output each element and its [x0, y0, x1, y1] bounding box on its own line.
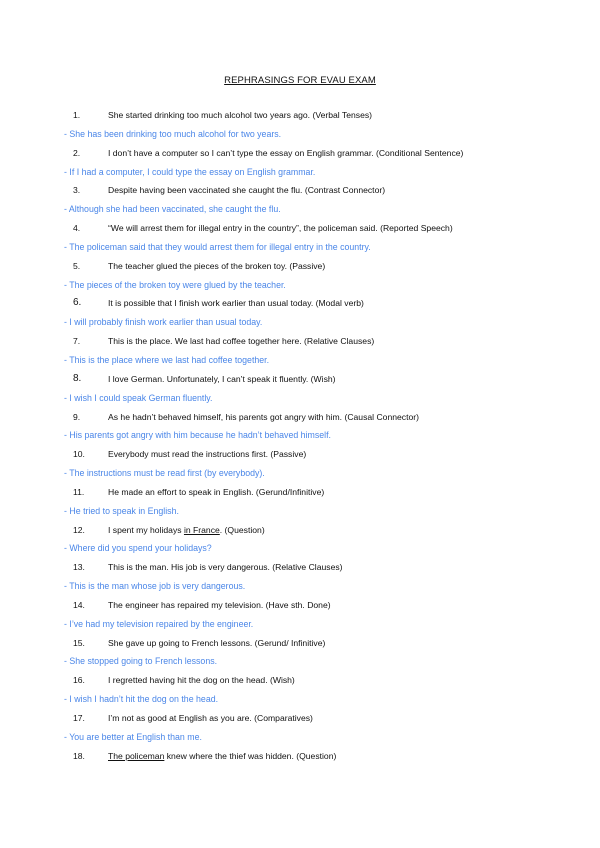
exercise-question	[0, 181, 600, 200]
exercise-item	[0, 445, 600, 483]
exercise-item	[0, 634, 600, 672]
question-text	[108, 445, 306, 464]
exercise-answer: - I wish I hadn’t hit the dog on the head.	[64, 694, 219, 705]
exercise-question	[0, 483, 600, 502]
exercise-question	[0, 558, 600, 577]
exercise-question	[0, 294, 600, 313]
question-text-before: She started drinking too much alcohol two years ago. (Verbal Tenses)	[108, 110, 373, 120]
exercise-item	[0, 144, 600, 182]
question-text	[108, 521, 265, 540]
exercise-answer: - He tried to speak in English.	[64, 505, 179, 516]
exercise-answer: - Where did you spend your holidays?	[64, 543, 212, 554]
exercise-number: 5.	[73, 260, 81, 271]
exercise-item	[0, 294, 600, 332]
question-text-before: I spent my holidays	[108, 524, 184, 535]
exercise-item	[0, 558, 600, 596]
question-text	[108, 370, 336, 389]
question-text-before: She gave up going to French lessons. (Gerund/ Infinitive)	[108, 637, 326, 648]
exercise-number: 12.	[73, 524, 85, 535]
question-text	[108, 408, 419, 427]
question-text-before: It is possible that I finish work earlier than usual today. (Modal verb)	[108, 298, 364, 309]
question-text-before: This is the man. His job is very dangerous. (Relative Clauses)	[108, 562, 343, 573]
exercise-number: 13.	[73, 562, 85, 573]
exercise-number: 18.	[73, 750, 85, 761]
exercise-number: 9.	[73, 411, 81, 422]
question-text	[108, 671, 295, 690]
exercise-item	[0, 483, 600, 521]
exercise-question	[0, 445, 600, 464]
question-text-before: I love German. Unfortunately, I can’t speak it fluently. (Wish)	[108, 373, 336, 384]
exercise-question	[0, 257, 600, 276]
exercise-answer: - I wish I could speak German fluently.	[64, 392, 213, 403]
question-text	[108, 709, 313, 728]
exercise-number: 2.	[73, 147, 81, 158]
exercise-item	[0, 370, 600, 408]
exercise-item	[0, 106, 600, 144]
exercise-answer: - Although she had been vaccinated, she caught the flu.	[64, 204, 281, 215]
exercise-question	[0, 747, 600, 766]
exercise-question	[0, 671, 600, 690]
exercise-number: 15.	[73, 637, 85, 648]
question-text-after: knew where the thief was hidden. (Question)	[164, 750, 337, 761]
exercise-question	[0, 219, 600, 238]
question-text-before: I don’t have a computer so I can’t type the essay on English grammar. (Conditional Sentence)	[108, 147, 464, 158]
question-underlined-phrase: The policeman	[108, 750, 165, 761]
question-text	[108, 634, 325, 653]
exercise-list	[0, 106, 600, 766]
question-text-before: The teacher glued the pieces of the broken toy. (Passive)	[108, 260, 326, 271]
question-text-before: “We will arrest them for illegal entry in the country”, the policeman said. (Reported Speech)	[108, 223, 453, 234]
exercise-answer: - This is the place where we last had coffee together.	[64, 354, 270, 365]
exercise-item	[0, 521, 600, 559]
exercise-question	[0, 370, 600, 389]
exercise-question	[0, 634, 600, 653]
exercise-item	[0, 671, 600, 709]
exercise-question	[0, 144, 600, 163]
exercise-question	[0, 709, 600, 728]
document-title: REPHRASINGS FOR EVAU EXAM	[224, 75, 376, 86]
exercise-item	[0, 332, 600, 370]
exercise-question	[0, 521, 600, 540]
exercise-answer: - This is the man whose job is very dangerous.	[64, 581, 246, 592]
exercise-number: 3.	[73, 185, 81, 196]
exercise-answer: - She has been drinking too much alcohol for two years.	[64, 128, 282, 139]
exercise-question	[0, 408, 600, 427]
exercise-number: 6.	[73, 297, 82, 309]
exercise-item	[0, 709, 600, 747]
question-text-before: The engineer has repaired my television. (Have sth. Done)	[108, 599, 331, 610]
question-text-after: . (Question)	[219, 524, 265, 535]
exercise-item	[0, 747, 600, 766]
exercise-number: 8.	[73, 372, 82, 384]
exercise-answer: - I will probably finish work earlier than usual today.	[64, 317, 263, 328]
exercise-number: 10.	[73, 449, 85, 460]
exercise-item	[0, 596, 600, 634]
exercise-item	[0, 257, 600, 295]
exercise-answer: - His parents got angry with him because he hadn’t behaved himself.	[64, 430, 331, 441]
exercise-answer: - The pieces of the broken toy were glued by the teacher.	[64, 279, 286, 290]
exercise-answer: - She stopped going to French lessons.	[64, 656, 218, 667]
question-text-before: This is the place. We last had coffee together here. (Relative Clauses)	[108, 336, 375, 347]
question-text	[108, 294, 364, 313]
exercise-number: 7.	[73, 336, 81, 347]
exercise-answer: - The policeman said that they would arrest them for illegal entry in the country.	[64, 241, 371, 252]
exercise-number: 17.	[73, 713, 85, 723]
exercise-number: 16.	[73, 675, 85, 686]
question-text	[108, 181, 385, 200]
exercise-item	[0, 219, 600, 257]
question-text-before: Despite having been vaccinated she caught the flu. (Contrast Connector)	[108, 185, 386, 196]
question-text	[108, 257, 325, 276]
question-text	[108, 596, 331, 615]
question-text-before: Everybody must read the instructions first. (Passive)	[108, 449, 307, 460]
question-text	[108, 144, 463, 163]
question-text-before: As he hadn’t behaved himself, his parents got angry with him. (Causal Connector)	[108, 411, 419, 422]
question-text	[108, 332, 374, 351]
exercise-number: 14.	[73, 599, 85, 610]
exercise-answer: - You are better at English than me.	[64, 731, 202, 742]
exercise-number: 4.	[73, 223, 81, 234]
question-text	[108, 483, 324, 502]
exercise-answer: - If I had a computer, I could type the essay on English grammar.	[64, 166, 316, 177]
question-text	[108, 747, 336, 766]
question-text	[108, 106, 372, 125]
question-text-before: He made an effort to speak in English. (Gerund/Infinitive)	[108, 486, 325, 497]
exercise-question	[0, 106, 600, 125]
exercise-answer: - The instructions must be read first (by everybody).	[64, 468, 265, 479]
exercise-item	[0, 408, 600, 446]
exercise-question	[0, 596, 600, 615]
question-text	[108, 219, 453, 238]
exercise-number: 1.	[73, 110, 81, 120]
exercise-item	[0, 181, 600, 219]
question-text-before: I regretted having hit the dog on the head. (Wish)	[108, 675, 295, 686]
exercise-number: 11.	[73, 486, 85, 497]
question-text	[108, 558, 343, 577]
exercise-answer: - I’ve had my television repaired by the engineer.	[64, 618, 254, 629]
question-text-before: I’m not as good at English as you are. (Comparatives)	[108, 713, 313, 723]
exercise-question	[0, 332, 600, 351]
question-underlined-phrase: in France	[183, 524, 220, 535]
